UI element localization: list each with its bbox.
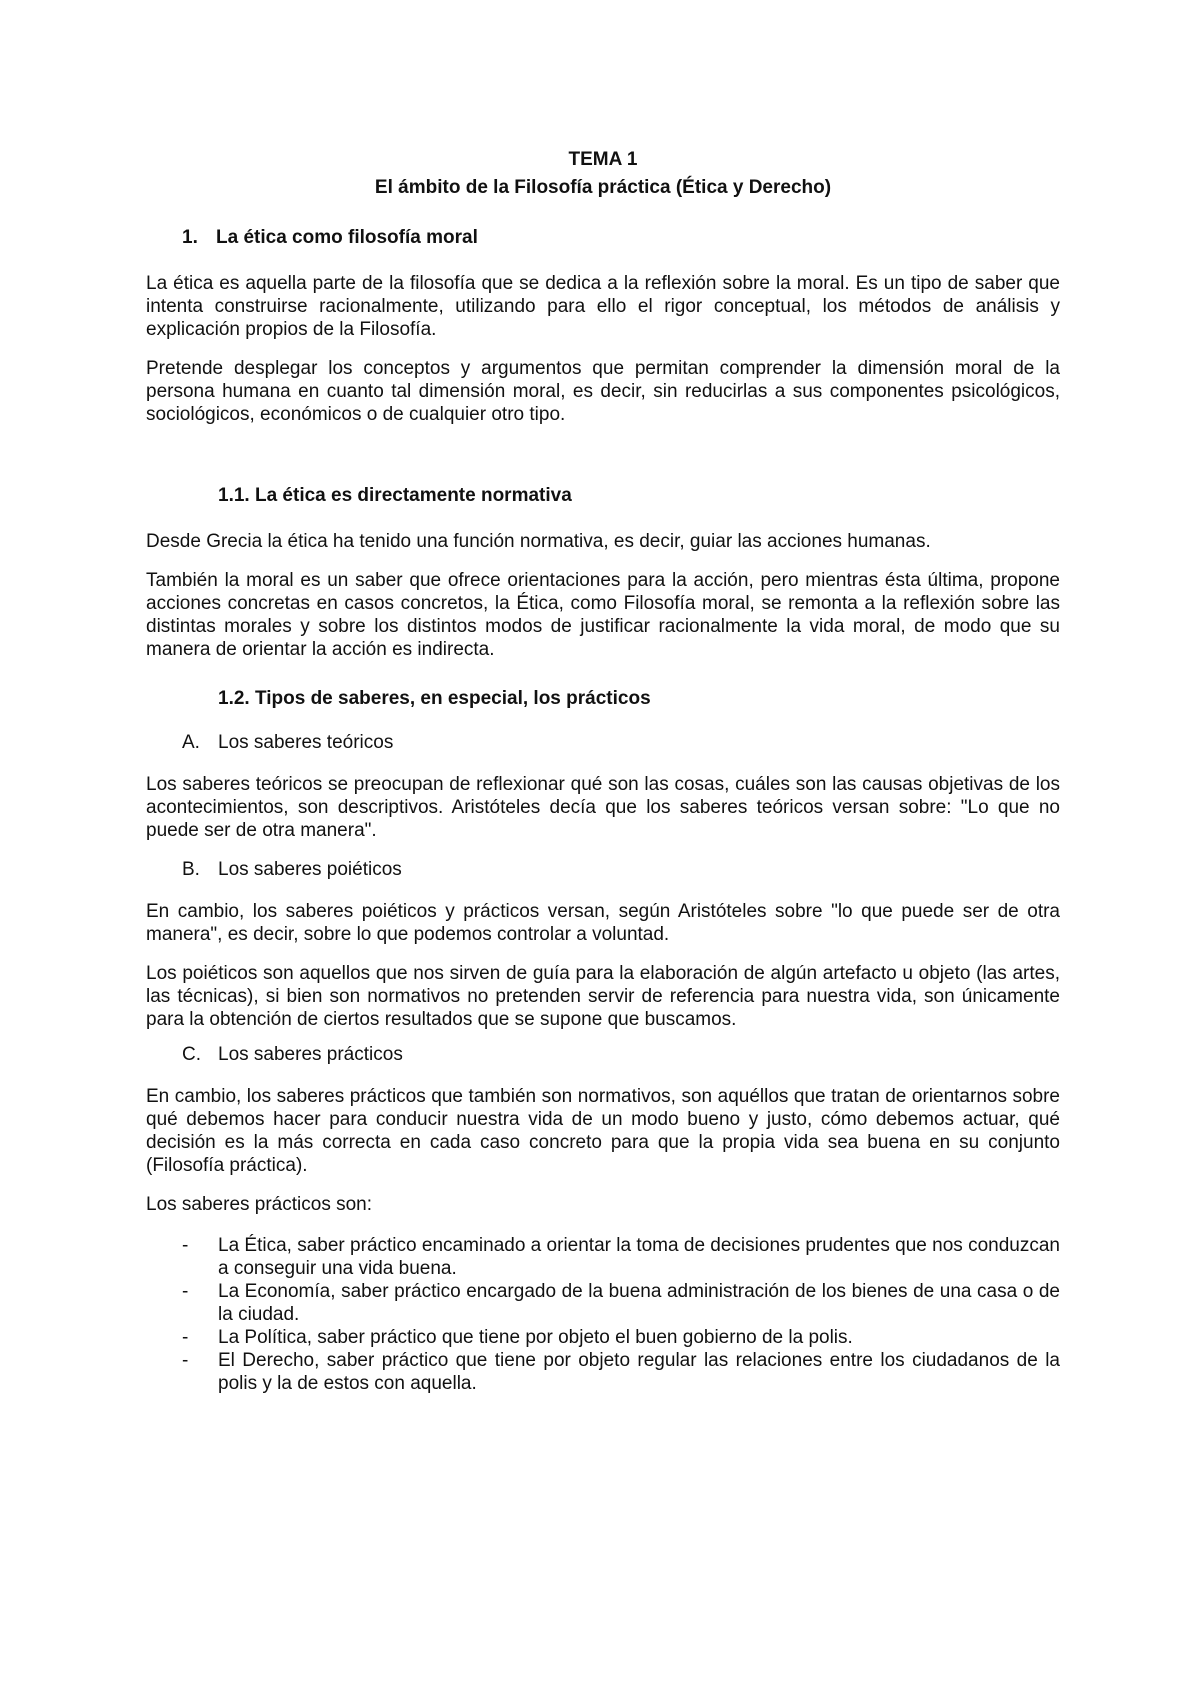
list-item: [146, 1280, 1060, 1326]
paragraph: Desde Grecia la ética ha tenido una función normativa, es decir, guiar las acciones humanas.: [146, 531, 931, 552]
subsection-a-heading: [146, 731, 1060, 755]
list-item: [146, 1326, 1060, 1349]
section-1-2-heading: 1.2. Tipos de saberes, en especial, los prácticos: [218, 688, 651, 709]
subsection-b-title: Los saberes poiéticos: [218, 859, 402, 880]
subsection-b-heading: [146, 858, 1060, 882]
list-item: [146, 1234, 1060, 1280]
list-item-text: El Derecho, saber práctico que tiene por objeto regular las relaciones entre los ciudadanos de la polis y la de estos con aquella.: [218, 1350, 1060, 1394]
subsection-c-heading: [146, 1043, 1060, 1067]
list-item-text: La Economía, saber práctico encargado de la buena administración de los bienes de una casa o de la ciudad.: [218, 1281, 1060, 1325]
practical-knowledge-list: [146, 1234, 1060, 1395]
list-item: [146, 1349, 1060, 1395]
subsection-b-letter: B.: [182, 859, 200, 880]
document-title: El ámbito de la Filosofía práctica (Ética y Derecho): [374, 177, 832, 198]
paragraph: Los saberes teóricos se preocupan de reflexionar qué son las cosas, cuáles son las causas objetivas de los acontecimientos, son descriptivos. Aristóteles decía que los saberes teóricos versan sobre: "Lo que no puede ser de otra manera".: [146, 774, 1060, 841]
section-1-1-heading: 1.1. La ética es directamente normativa: [218, 485, 572, 506]
paragraph: En cambio, los saberes poiéticos y prácticos versan, según Aristóteles sobre "lo que puede ser de otra manera", es decir, sobre lo que podemos controlar a voluntad.: [146, 901, 1060, 945]
paragraph: La ética es aquella parte de la filosofía que se dedica a la reflexión sobre la moral. Es un tipo de saber que intenta construirse racionalmente, utilizando para ello el rigor conceptual, los métodos de análisis y explicación propios de la Filosofía.: [146, 273, 1060, 340]
section-1-number: 1.: [182, 227, 198, 248]
paragraph: Pretende desplegar los conceptos y argumentos que permitan comprender la dimensión moral de la persona humana en cuanto tal dimensión moral, es decir, sin reducirlas a sus componentes psicológicos, sociológicos, económicos o de cualquier otro tipo.: [146, 358, 1060, 425]
title-block: [146, 146, 1060, 202]
tema-label: TEMA 1: [568, 149, 638, 170]
list-dash: -: [182, 1235, 189, 1256]
section-1-heading: [146, 226, 1060, 250]
subsection-a-title: Los saberes teóricos: [218, 732, 394, 753]
list-item-text: La Ética, saber práctico encaminado a orientar la toma de decisiones prudentes que nos conduzcan a conseguir una vida buena.: [218, 1235, 1060, 1279]
paragraph: Los saberes prácticos son:: [146, 1194, 373, 1215]
paragraph: También la moral es un saber que ofrece orientaciones para la acción, pero mientras ésta última, propone acciones concretas en casos concretos, la Ética, como Filosofía moral, se remonta a la reflexión sobre las distintas morales y sobre los distintos modos de justificar racionalmente la vida moral, de modo que su manera de orientar la acción es indirecta.: [146, 570, 1060, 660]
list-item-text: La Política, saber práctico que tiene por objeto el buen gobierno de la polis.: [218, 1327, 853, 1348]
paragraph: En cambio, los saberes prácticos que también son normativos, son aquéllos que tratan de orientarnos sobre qué debemos hacer para conducir nuestra vida de un modo bueno y justo, cómo debemos actuar, qué decisión es la más correcta en cada caso concreto para que la propia vida sea buena en su conjunto (Filosofía práctica).: [146, 1086, 1060, 1176]
spacer: [146, 442, 1060, 484]
subsection-c-letter: C.: [182, 1044, 201, 1065]
list-dash: -: [182, 1327, 189, 1348]
list-dash: -: [182, 1281, 189, 1302]
subsection-c-title: Los saberes prácticos: [218, 1044, 403, 1065]
paragraph: Los poiéticos son aquellos que nos sirven de guía para la elaboración de algún artefacto u objeto (las artes, las técnicas), si bien son normativos no pretenden servir de referencia para nuestra vida, son únicamente para la obtención de ciertos resultados que se supone que buscamos.: [146, 963, 1060, 1030]
section-1-heading-text: La ética como filosofía moral: [216, 227, 478, 248]
list-dash: -: [182, 1350, 189, 1371]
subsection-a-letter: A.: [182, 732, 200, 753]
